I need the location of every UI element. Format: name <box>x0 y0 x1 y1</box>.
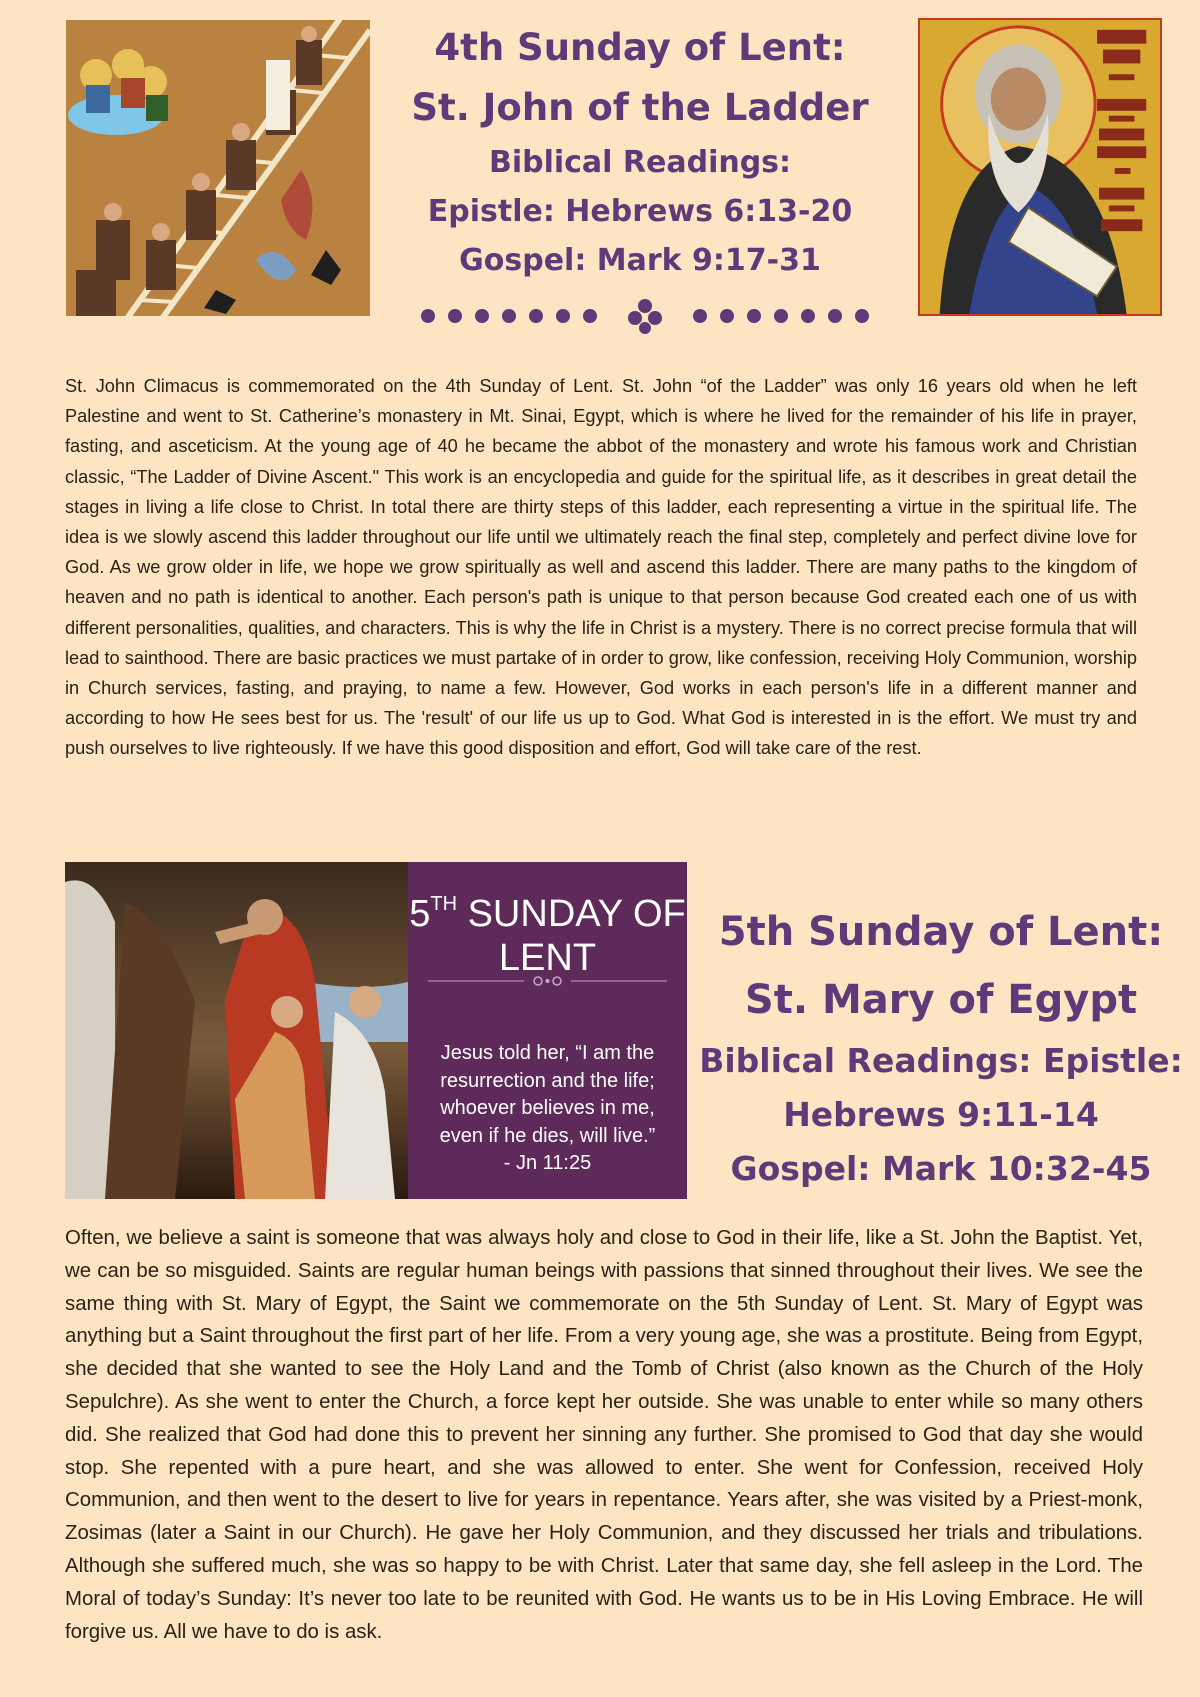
epistle-reading-2: Hebrews 9:11-14 <box>783 1095 1099 1134</box>
quote-citation: - Jn 11:25 <box>503 1152 592 1174</box>
gospel-reading-2: Gospel: Mark 10:32-45 <box>730 1149 1152 1188</box>
st-mary-paragraph: Often, we believe a saint is someone that was always holy and close to God in their life, like a St. John the Baptist. Yet, we can be so misguided. Saints are regular human beings with passions that sinned throughout their lives. We see the same thing with St. Mary of Egypt, the Saint we commemorate on the 5th Sunday of Lent. St. Mary of Egypt was anything but a Saint throughout the first part of her life. From a very young age, she was a prostitute. Being from Egypt, she decided that she wanted to see the Holy Land and the Tomb of Christ (also known as the Church of the Holy Sepulchre). As she went to enter the Church, a force kept her outside. She was unable to enter while so many others did. She realized that God had done this to prevent her sinning any further. She promised to God that day she would stop. She repented with a pure heart, and she was allowed to enter. She went for Confession, received Holy Communion, and then went to the desert to live for years in repentance. Years after, she was visited by a Priest-monk, Zosimas (later a Saint in our Church). He gave her Holy Communion, and they discussed her trials and tribulations. Although she suffered much, she was so happy to be with Christ. Later that same day, she fell asleep in the Lord. The Moral of today’s Sunday: It’s never too late to be reunited with God. He wants us to be in His Loving Embrace. He will forgive us. All we have to do is ask. <box>65 1227 1143 1643</box>
readings-heading: Biblical Readings: <box>488 145 792 180</box>
quote-text: Jesus told her, “I am the resurrection and the life; whoever believes in me, even if he dies, will live.” <box>439 1042 656 1147</box>
epistle-reading: Epistle: Hebrews 6:13-20 <box>427 194 853 229</box>
raising-of-lazarus-painting-image <box>65 862 408 1199</box>
fifth-sunday-title: 5th Sunday of Lent: <box>718 909 1164 955</box>
fifth-sunday-graphic <box>65 862 687 1199</box>
heading-ordinal: 5 <box>409 893 431 935</box>
dotted-divider-icon <box>410 298 880 334</box>
st-john-climacus-icon-image <box>918 18 1162 316</box>
readings-epistle-heading: Biblical Readings: Epistle: <box>699 1041 1183 1080</box>
heading-rest: SUNDAY OF LENT <box>457 893 686 979</box>
fifth-sunday-title-block <box>698 898 1184 1196</box>
fourth-sunday-title: 4th Sunday of Lent: <box>434 26 846 69</box>
st-john-title: St. John of the Ladder <box>411 86 869 129</box>
heading-suffix: TH <box>430 893 458 915</box>
ladder-of-divine-ascent-icon-image <box>66 20 370 316</box>
fifth-sunday-quote <box>422 1040 673 1178</box>
fourth-sunday-title-block <box>395 18 885 285</box>
ornament-divider-icon <box>428 974 667 988</box>
st-mary-title: St. Mary of Egypt <box>744 977 1138 1023</box>
st-john-paragraph: St. John Climacus is commemorated on the 4th Sunday of Lent. St. John “of the Ladder” was only 16 years old when he left Palestine and went to St. Catherine’s monastery in Mt. Sinai, Egypt, which is where he lived for the remainder of his life in prayer, fasting, and asceticism. At the young age of 40 he became the abbot of the monastery and wrote his famous work and Christian classic, “The Ladder of Divine Ascent." This work is an encyclopedia and guide for the spiritual life, as it describes in great detail the stages in living a life close to Christ. In total there are thirty steps of this ladder, each representing a virtue in the spiritual life. The idea is we slowly ascend this ladder throughout our life until we ultimately reach the final step, completely and perfect divine love for God. As we grow older in life, we hope we grow spiritually as well and ascend this ladder. There are many paths to the kingdom of heaven and no path is identical to another. Each person's path is unique to that person because God created each one of us with different personalities, qualities, and characters. This is why the life in Christ is a mystery. There is no correct precise formula that will lead to sainthood. There are basic practices we must partake of in order to grow, like confession, receiving Holy Communion, worship in Church services, fasting, and praying, to name a few. However, God works in each person's life in a different manner and according to how He sees best for us. The 'result' of our life us up to God. What God is interested in is the effort. We must try and push ourselves to live righteously. If we have this good disposition and effort, God will take care of the rest. <box>65 376 1137 759</box>
gospel-reading: Gospel: Mark 9:17-31 <box>459 243 821 278</box>
fifth-sunday-heading <box>408 882 687 980</box>
fifth-sunday-quote-panel <box>408 862 687 1199</box>
